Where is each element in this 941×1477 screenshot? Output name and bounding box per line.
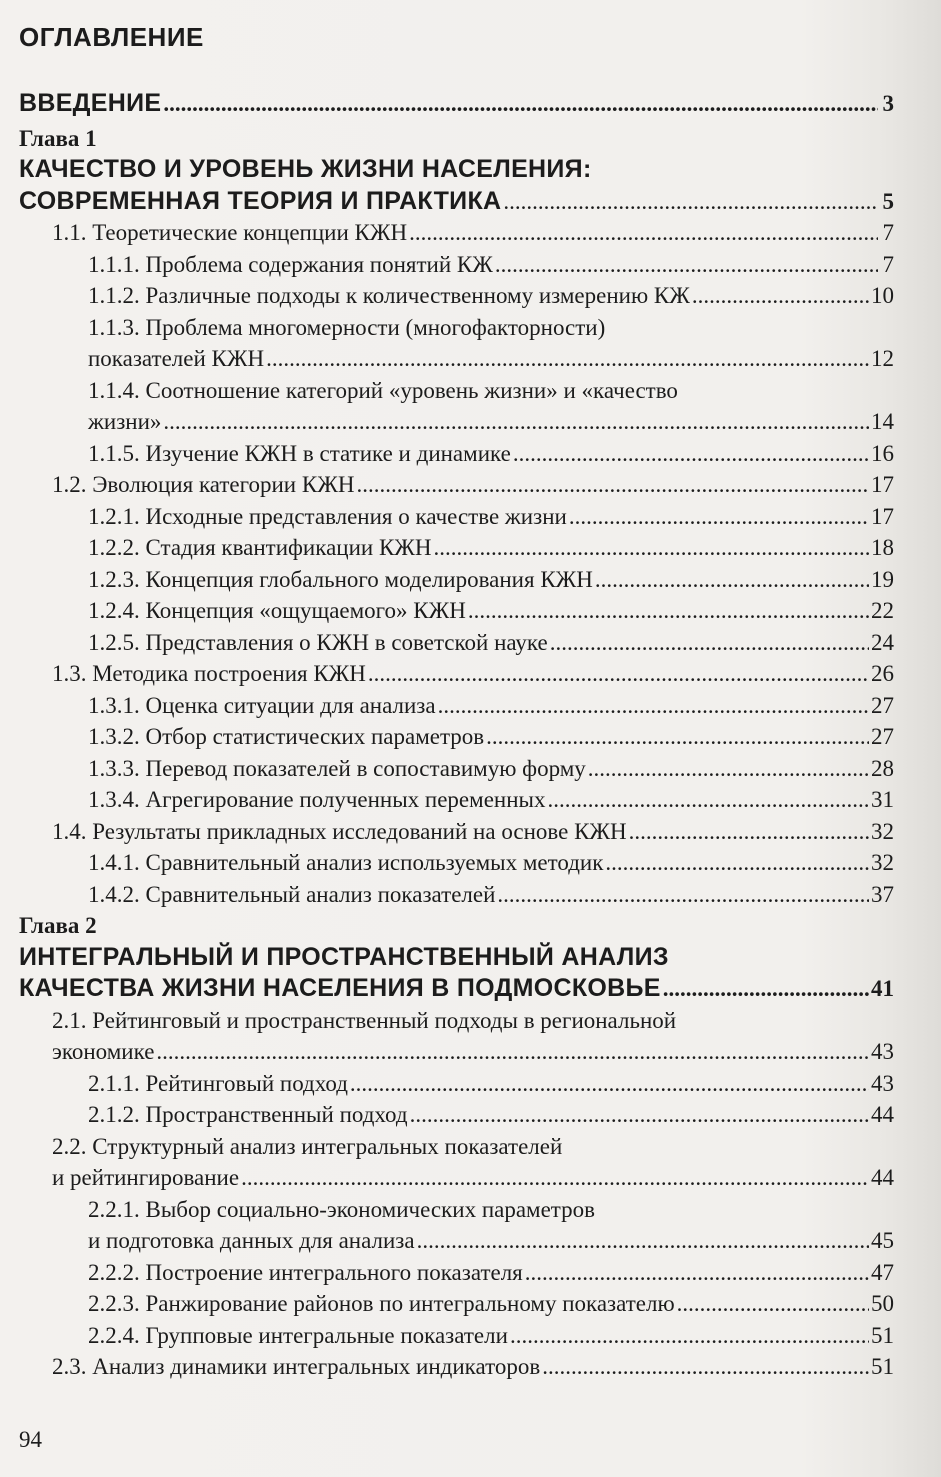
dot-leader [513,438,869,470]
toc-entry-text: 1.1.2. Различные подходы к количественному измерению КЖ [88,283,690,308]
toc-entry[interactable] [19,784,894,816]
toc-entry-cont[interactable] [19,1036,894,1068]
dot-leader [542,1351,869,1383]
dot-leader [434,532,869,564]
dot-leader [417,1225,869,1257]
toc-entry-cont[interactable] [19,406,894,438]
dot-leader [163,406,869,438]
toc-entry-text: 2.2.2. Построение интегрального показателя [88,1259,523,1285]
toc-entry[interactable] [19,1288,894,1320]
dot-leader [503,186,878,218]
dot-leader [156,1036,869,1068]
page-ref: 31 [871,787,894,812]
page-number: 94 [19,1427,42,1452]
page-ref: 47 [871,1259,894,1285]
page-ref: 44 [871,1165,894,1190]
toc-entry[interactable] [19,532,894,564]
toc-heading: ОГЛАВЛЕНИЕ [19,22,204,52]
page-ref: 7 [882,220,894,245]
toc-entry[interactable] [19,1257,894,1289]
dot-leader [368,658,869,690]
toc-entry[interactable] [19,438,894,470]
toc-entry[interactable] [19,847,894,879]
toc-entry-text: показателей КЖН [88,346,265,371]
toc-entry-text: 2.1. Рейтинговый и пространственный подходы в региональной [52,1007,677,1033]
page-ref: 24 [871,629,894,655]
toc-entry[interactable] [19,501,894,533]
page-ref: 50 [871,1291,894,1316]
page-ref: 37 [871,881,894,907]
toc-entry-text: 2.2.1. Выбор социально-экономических параметров [88,1196,595,1222]
toc-entry[interactable] [19,816,894,848]
toc-entry-text: 1.1.1. Проблема содержания понятий КЖ [88,251,493,277]
chapter-2-title-line1[interactable]: ИНТЕГРАЛЬНЫЙ И ПРОСТРАНСТВЕННЫЙ АНАЛИЗ [19,942,669,971]
toc-entry-text: 1.4.1. Сравнительный анализ используемых методик [88,850,604,875]
toc-entry-text: 1.2.2. Стадия квантификации КЖН [88,535,432,560]
toc-entry[interactable] [19,249,894,281]
toc-entry-text: 1.2.1. Исходные представления о качестве жизни [88,503,567,529]
dot-leader [547,784,869,816]
toc-entry-text: жизни» [88,409,162,434]
dot-leader [550,627,869,659]
page-ref: 51 [871,1354,894,1379]
chapter-1-title-line2[interactable]: СОВРЕМЕННАЯ ТЕОРИЯ И ПРАКТИКА ..... 5 [19,186,894,218]
table-of-contents [19,88,894,1383]
toc-entry[interactable] [19,1005,894,1037]
page-ref: 14 [871,409,894,434]
toc-entry-text: 1.3.2. Отбор статистических параметров [88,724,485,749]
toc-entry-text: 2.2.4. Групповые интегральные показатели [88,1322,508,1348]
page-ref: 27 [871,724,894,749]
dot-leader [409,217,878,249]
toc-entry-text: 1.3.3. Перевод показателей в сопоставимую форму [88,755,586,781]
page-ref: 28 [871,755,894,781]
page-ref: 45 [871,1228,894,1253]
toc-entry-text: 1.1.5. Изучение КЖН в статике и динамике [88,440,511,466]
dot-leader [241,1162,869,1194]
page-ref: 5 [882,188,894,214]
chapter-1-label: Глава 1 [19,125,97,151]
toc-entry[interactable] [19,595,894,627]
toc-entry-text: 2.1.1. Рейтинговый подход [88,1070,348,1096]
chapter-2-title-line2[interactable]: КАЧЕСТВА ЖИЗНИ НАСЕЛЕНИЯ В ПОДМОСКОВЬЕ ..... 41 [19,973,894,1005]
toc-entry-cont[interactable] [19,343,894,375]
toc-entry-text: 1.3. Методика построения КЖН [52,661,366,686]
dot-leader [692,280,869,312]
toc-entry-text: 1.2.5. Представления о КЖН в советской науке [88,629,548,655]
toc-entry[interactable] [19,280,894,312]
page-ref: 32 [871,818,894,844]
page-ref: 41 [871,976,894,1001]
dot-leader [486,721,869,753]
toc-entry[interactable] [19,1068,894,1100]
toc-entry-text: 2.2.3. Ранжирование районов по интегральному показателю [88,1291,675,1316]
toc-entry[interactable] [19,1194,894,1226]
dot-leader [677,1288,869,1320]
dot-leader [525,1257,869,1289]
page-ref: 17 [871,472,894,497]
toc-entry[interactable] [19,721,894,753]
toc-entry-text: 2.2. Структурный анализ интегральных показателей [52,1133,563,1159]
toc-entry[interactable] [19,1131,894,1163]
toc-entry-text: 1.2.4. Концепция «ощущаемого» КЖН [88,598,466,623]
toc-entry-text: 1.4. Результаты прикладных исследований на основе КЖН [52,818,627,844]
page-ref: 32 [871,850,894,875]
dot-leader [605,847,869,879]
page-ref: 16 [871,440,894,466]
toc-entry-introduction[interactable]: ВВЕДЕНИЕ ..... 3 [19,88,894,120]
toc-entry[interactable] [19,1320,894,1352]
dot-leader [629,816,869,848]
dot-leader [495,249,878,281]
page-ref: 51 [871,1322,894,1348]
page-ref: 19 [871,566,894,592]
toc-entry[interactable] [19,1099,894,1131]
page-ref: 44 [871,1102,894,1127]
toc-entry[interactable] [19,217,894,249]
dot-leader [356,469,869,501]
toc-entry-text: 1.1. Теоретические концепции КЖН [52,220,408,245]
toc-entry[interactable] [19,375,894,407]
dot-leader [588,753,869,785]
dot-leader [410,1099,869,1131]
toc-entry-cont[interactable] [19,1162,894,1194]
chapter-2-label: Глава 2 [19,913,97,938]
page-ref: 17 [871,503,894,529]
dot-leader [163,88,878,120]
page-ref: 26 [871,661,894,686]
toc-entry-text: 1.1.4. Соотношение категорий «уровень жизни» и «качество [88,377,678,403]
toc-entry-text: экономике [52,1039,155,1064]
toc-entry-cont[interactable] [19,1225,894,1257]
dot-leader [497,879,869,911]
dot-leader [468,595,869,627]
toc-entry-text: 2.1.2. Пространственный подход [88,1102,408,1127]
toc-entry[interactable] [19,690,894,722]
toc-entry[interactable] [19,753,894,785]
page-ref: 43 [871,1070,894,1096]
page-ref: 10 [871,283,894,308]
toc-entry[interactable] [19,564,894,596]
toc-entry[interactable] [19,627,894,659]
dot-leader [663,973,869,1005]
dot-leader [438,690,869,722]
page-ref: 12 [871,346,894,371]
dot-leader [569,501,869,533]
toc-entry[interactable] [19,1351,894,1383]
chapter-1-title-line1[interactable]: КАЧЕСТВО И УРОВЕНЬ ЖИЗНИ НАСЕЛЕНИЯ: [19,155,592,183]
toc-entry[interactable] [19,658,894,690]
toc-entry[interactable] [19,469,894,501]
toc-entry-text: 1.4.2. Сравнительный анализ показателей [88,881,496,907]
toc-entry-text: и рейтингирование [52,1165,240,1190]
toc-entry-text: 1.1.3. Проблема многомерности (многофакторности) [88,314,606,340]
dot-leader [595,564,869,596]
toc-entry-text: 2.3. Анализ динамики интегральных индикаторов [52,1354,541,1379]
toc-entry-text: 1.3.4. Агрегирование полученных переменных [88,787,546,812]
page-ref: 3 [882,91,894,116]
toc-entry-text: 1.2. Эволюция категории КЖН [52,472,355,497]
page-ref: 18 [871,535,894,560]
page-ref: 22 [871,598,894,623]
page-ref: 7 [882,251,894,277]
page-ref: 43 [871,1039,894,1064]
toc-entry-text: 1.2.3. Концепция глобального моделирования КЖН [88,566,593,592]
dot-leader [350,1068,869,1100]
toc-entry[interactable] [19,312,894,344]
dot-leader [510,1320,869,1352]
toc-entry[interactable] [19,879,894,911]
toc-entry-text: 1.3.1. Оценка ситуации для анализа [88,692,436,718]
page-ref: 27 [871,692,894,718]
dot-leader [266,343,869,375]
toc-entry-text: и подготовка данных для анализа [88,1228,415,1253]
